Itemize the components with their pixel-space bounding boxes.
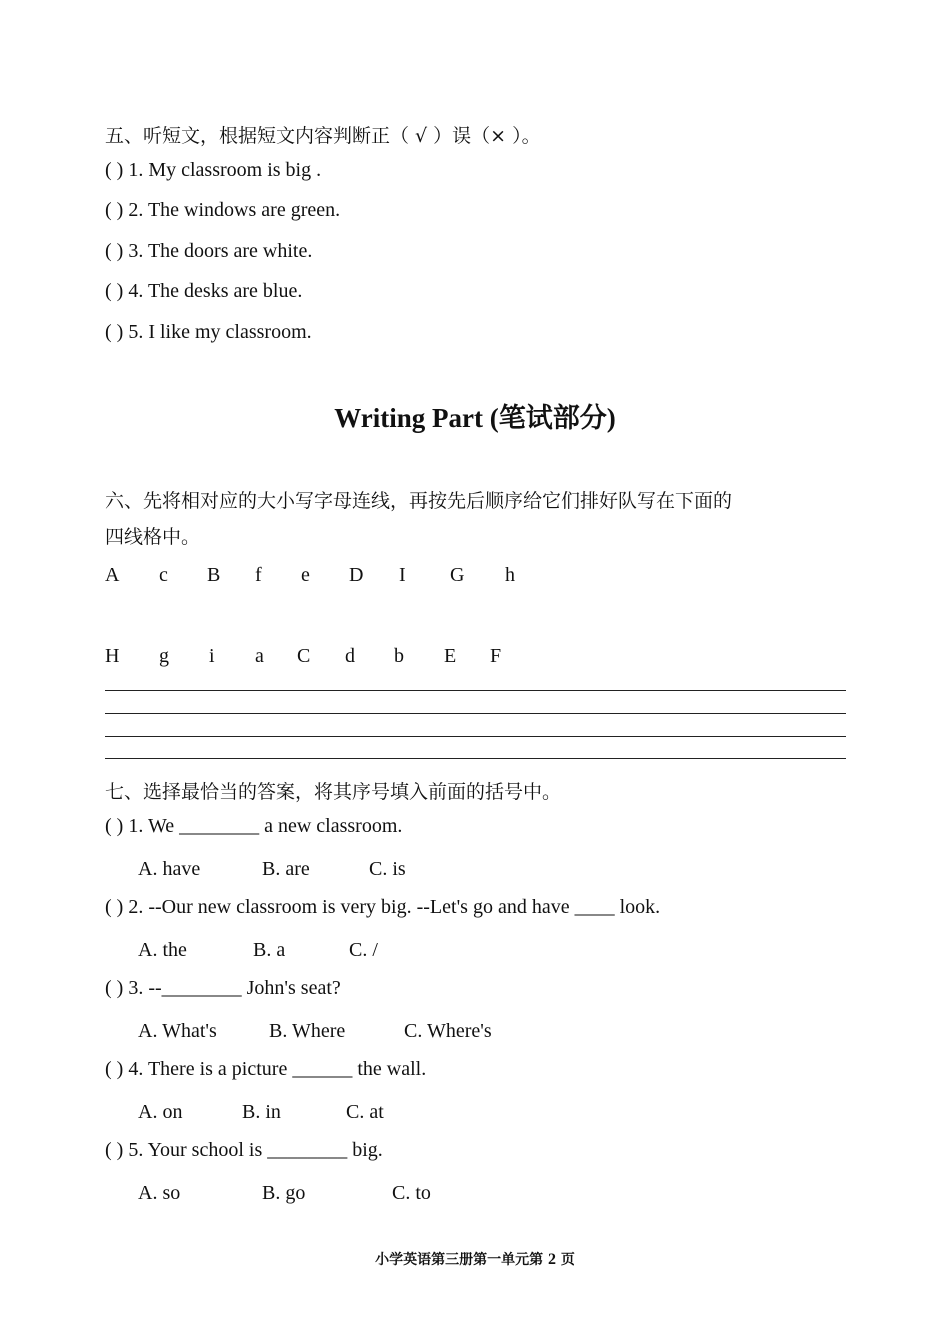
- section5-item-3: ( ) 3. The doors are white.: [105, 240, 313, 262]
- grid-line-4: [105, 758, 846, 759]
- section6-heading-line2: 四线格中。: [105, 526, 201, 548]
- question-4-option-b: B. in: [242, 1101, 281, 1123]
- footer-text: 小学英语第三册第一单元第: [375, 1252, 544, 1268]
- section7-heading: 七、选择最恰当的答案，将其序号填入前面的括号中。: [105, 781, 562, 803]
- question-1-option-a: A. have: [138, 858, 201, 880]
- section5-item-1: ( ) 1. My classroom is big .: [105, 159, 322, 181]
- letter-row1-2: c: [159, 564, 168, 586]
- question-2-option-a: A. the: [138, 939, 187, 961]
- question-5-option-b: B. go: [262, 1182, 306, 1204]
- question-5-option-a: A. so: [138, 1182, 181, 1204]
- section5-item-2: ( ) 2. The windows are green.: [105, 199, 341, 221]
- question-3-option-a: A. What's: [138, 1020, 217, 1042]
- question-5-option-c: C. to: [392, 1182, 431, 1204]
- letter-row1-3: B: [207, 564, 221, 586]
- letter-row2-5: C: [297, 645, 311, 667]
- letter-row1-1: A: [105, 564, 120, 586]
- question-2: ( ) 2. --Our new classroom is very big. --Let's go and have ____ look.: [105, 896, 661, 918]
- question-3-option-b: B. Where: [269, 1020, 346, 1042]
- question-2-option-c: C. /: [349, 939, 378, 961]
- grid-line-1: [105, 690, 846, 691]
- letter-row2-9: F: [490, 645, 502, 667]
- letter-row2-1: H: [105, 645, 120, 667]
- question-5: ( ) 5. Your school is ________ big.: [105, 1139, 383, 1161]
- grid-line-3: [105, 736, 846, 737]
- letter-row1-5: e: [301, 564, 310, 586]
- letter-row1-8: G: [450, 564, 465, 586]
- letter-row1-9: h: [505, 564, 515, 586]
- letter-row2-7: b: [394, 645, 404, 667]
- section5-heading: 五、听短文，根据短文内容判断正（ √ ）误（× ）。: [105, 125, 541, 147]
- section6-heading-line1: 六、先将相对应的大小写字母连线，再按先后顺序给它们排好队写在下面的: [105, 490, 733, 512]
- question-4: ( ) 4. There is a picture ______ the wall.: [105, 1058, 427, 1080]
- section5-item-5: ( ) 5. I like my classroom.: [105, 321, 312, 343]
- writing-part-title: Writing Part (笔试部分): [334, 403, 616, 433]
- question-3: ( ) 3. --________ John's seat?: [105, 977, 341, 999]
- letter-row2-8: E: [444, 645, 457, 667]
- letter-row2-4: a: [255, 645, 264, 667]
- letter-row2-3: i: [209, 645, 215, 667]
- letter-row2-6: d: [345, 645, 355, 667]
- question-1-option-b: B. are: [262, 858, 310, 880]
- question-3-option-c: C. Where's: [404, 1020, 492, 1042]
- letter-row1-4: f: [255, 564, 262, 586]
- letter-row1-6: D: [349, 564, 364, 586]
- question-1-option-c: C. is: [369, 858, 406, 880]
- footer-page-number: 2: [548, 1251, 556, 1268]
- section5-item-4: ( ) 4. The desks are blue.: [105, 280, 303, 302]
- footer-suffix: 页: [560, 1252, 575, 1268]
- question-4-option-a: A. on: [138, 1101, 183, 1123]
- question-1: ( ) 1. We ________ a new classroom.: [105, 815, 403, 837]
- letter-row1-7: I: [399, 564, 406, 586]
- question-2-option-b: B. a: [253, 939, 286, 961]
- letter-row2-2: g: [159, 645, 169, 667]
- question-4-option-c: C. at: [346, 1101, 384, 1123]
- grid-line-2: [105, 713, 846, 714]
- page-footer: [0, 1249, 950, 1269]
